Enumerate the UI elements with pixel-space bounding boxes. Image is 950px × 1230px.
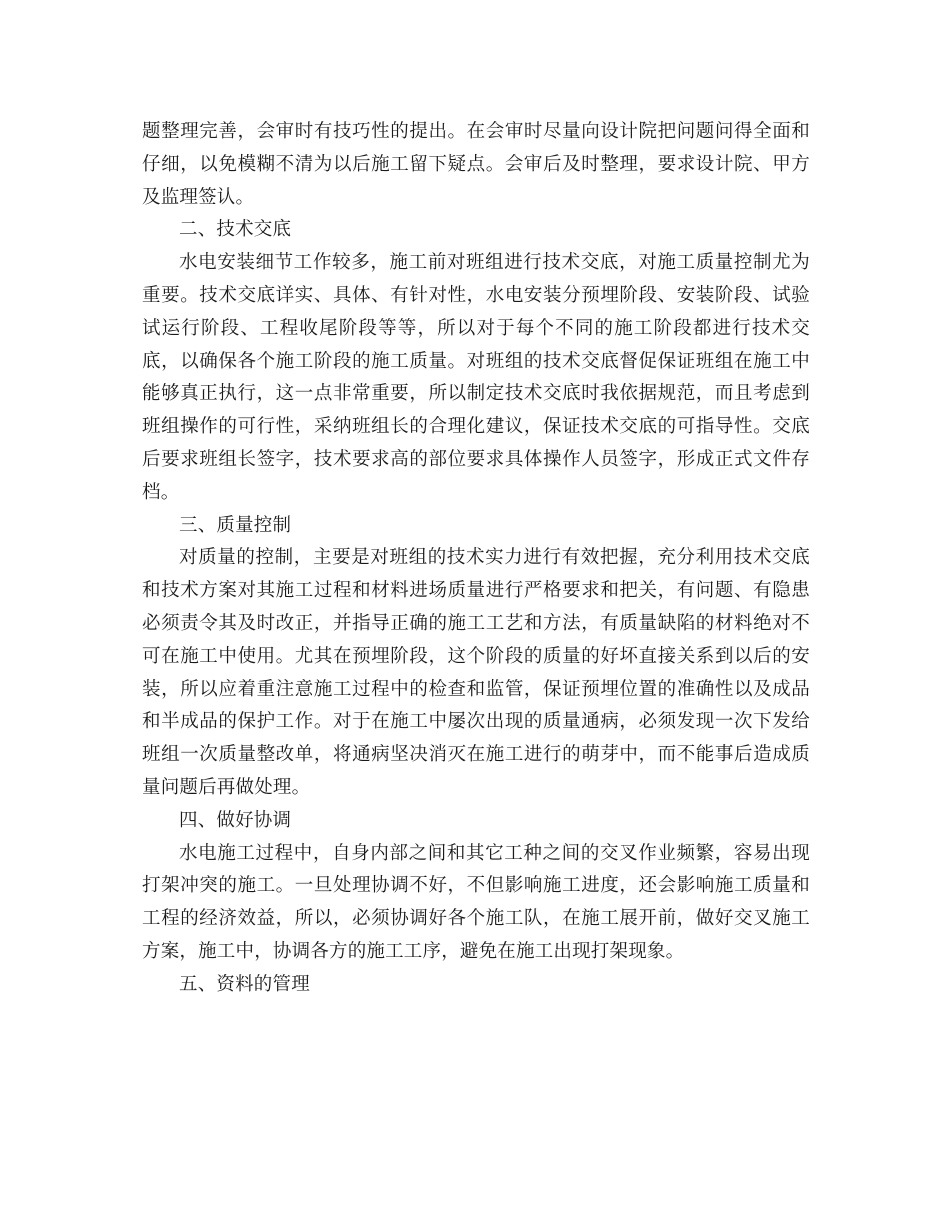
section-heading-technical-briefing: 二、技术交底: [179, 219, 292, 241]
section-heading-coordination: 四、做好协调: [179, 809, 292, 831]
document-body: [142, 116, 810, 1002]
paragraph-technical-briefing: 水电安装细节工作较多，施工前对班组进行技术交底，对施工质量控制尤为重要。技术交底详实、具体、有针对性，水电安装分预埋阶段、安装阶段、试验试运行阶段、工程收尾阶段等等，所以对于每个不同的施工阶段都进行技术交底，以确保各个施工阶段的施工质量。对班组的技术交底督促保证班组在施工中能够真正执行，这一点非常重要，所以制定技术交底时我依据规范，而且考虑到班组操作的可行性，采纳班组长的合理化建议，保证技术交底的可指导性。交底后要求班组长签字，技术要求高的部位要求具体操作人员签字，形成正式文件存档。: [142, 252, 810, 503]
paragraph-design-review-continuation: 题整理完善，会审时有技巧性的提出。在会审时尽量向设计院把问题问得全面和仔细，以免模糊不清为以后施工留下疑点。会审后及时整理，要求设计院、甲方及监理签认。: [142, 121, 810, 208]
paragraph-quality-control: 对质量的控制，主要是对班组的技术实力进行有效把握，充分利用技术交底和技术方案对其施工过程和材料进场质量进行严格要求和把关，有问题、有隐患必须责令其及时改正，并指导正确的施工工艺和方法，有质量缺陷的材料绝对不可在施工中使用。尤其在预埋阶段，这个阶段的质量的好坏直接关系到以后的安装，所以应着重注意施工过程中的检查和监管，保证预埋位置的准确性以及成品和半成品的保护工作。对于在施工中屡次出现的质量通病，必须发现一次下发给班组一次质量整改单，将通病坚决消灭在施工进行的萌芽中，而不能事后造成质量问题后再做处理。: [142, 547, 810, 798]
section-heading-quality-control: 三、质量控制: [179, 514, 292, 536]
section-heading-document-management: 五、资料的管理: [179, 973, 310, 995]
paragraph-coordination: 水电施工过程中，自身内部之间和其它工种之间的交叉作业频繁，容易出现打架冲突的施工。一旦处理协调不好，不但影响施工进度，还会影响施工质量和工程的经济效益，所以，必须协调好各个施工队，在施工展开前，做好交叉施工方案，施工中，协调各方的施工工序，避免在施工出现打架现象。: [142, 842, 810, 962]
